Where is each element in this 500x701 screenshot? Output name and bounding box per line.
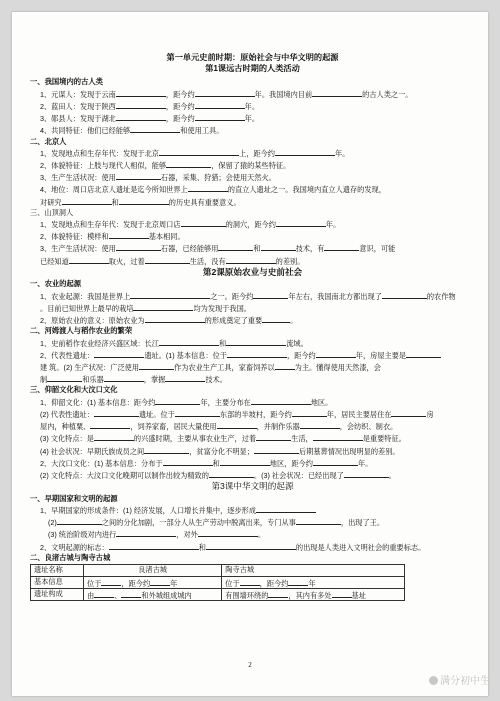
text-line: 4、地位：周口店北京人遗址是迄今所知世界上 的直立人遗址之一。我国境内直立人遗存的发现， [40,185,386,195]
text-line: 已经知道 取火，过着 生活，没有 的差别。 [40,256,305,266]
table-cell: 遗址名称 [31,565,84,577]
text-line: (3) 统治阶级对内进行 ，对外 。 [48,530,266,540]
table-row [31,577,405,589]
lesson3-title: 第3课中华文明的起源 [211,481,294,492]
comparison-table [30,564,405,601]
text-line: 2、体貌特征：上肢与现代人相似，能够 ，保留了猿的某些特征。 [40,161,291,171]
page-number: 2 [248,661,252,669]
text-line: 3、郧县人：发现于湖北 ，距今约 年。 [40,114,260,124]
text-line: (4) 社会状况：早期氏族成员之间 ，贫富分化不明显； 后期墓葬情况出现明显的差别。 [40,446,400,456]
watermark-logo-icon [429,676,438,685]
lesson1-title: 第1课远古时期的人类活动 [205,64,300,74]
unit-title: 第一单元史前时期：原始社会与中华文明的起源 [166,53,339,62]
watermark: 满分初中生 [429,672,490,687]
table-cell: 陶寺古城 [222,565,405,577]
table-cell: 遗址构成 [31,589,84,601]
text-line: 1、史前稻作农业经济兴盛区域：长江 和 流域。 [40,338,308,348]
text-line: 2、代表性遗址： 遗址。(1) 基本信息：位于 ，距今约 年，房屋主要是 [30,350,475,359]
text-line: 对研究 和 的历史具有重要意义。 [40,197,241,207]
text-line: 1、早期国家的形成条件：(1) 经济发展，人口增长并集中，逐步形成 [30,505,475,514]
text-line: 2、蓝田人：发现于陕西 ，距今约 年。 [40,101,260,111]
text-line: 建 筑。(2) 生产状况：广泛使用 作为农业生产工具，家畜饲养以 为主。懂得使用天然漆，会 [40,363,381,373]
text-line: 4、共同特征：他们已经能够 和使用工具。 [40,126,224,136]
table-row [31,589,405,601]
section-title: 三、仰韶文化和大汶口文化 [30,385,118,395]
section-title: 一、我国境内的古人类 [30,77,103,87]
table-cell: 有围墙环绕的 ，其内有多处 基址 [222,589,405,601]
text-line: (2) 代表性遗址： 遗址。位于 东部的半坡村，距今约 年，居民主要居住在 房 [40,409,434,419]
text-line: 。目前已知世界上最早的栽培 均为发现于我国。 [40,303,251,313]
text-line: 三、山顶洞人 [30,207,74,217]
text-line: (2) 文化特点：大汶口文化晚期可以制作出较为精致的 。(3) 社会状况：已经出现了 。 [40,470,396,480]
document-page [12,12,488,696]
table-cell: 良渚古城 [84,565,222,577]
text-line: 2、体貌特征：模样和 基本相同。 [40,232,185,242]
table-cell: 位于 ，距今约 年 [84,577,222,589]
text-line: 2、大汶口文化：(1) 基本信息：分布于 和 地区，距今约 年。 [40,458,373,468]
section-title: 二、河姆渡人与稻作农业的繁荣 [30,326,133,336]
text-line: 2、文明起源的标志： 和 的出现是人类进入文明社会的重要标志。 [40,542,426,552]
lesson2-title: 第2课原始农业与史前社会 [202,266,303,277]
text-line: 1、发现地点和生存年代：发现于北京 上，距今约 年。 [40,148,350,158]
text-line: 3、生产生活状况：使用 石器，已经能够用 和 技术，有 意识，可能 [40,244,396,254]
table-row [31,565,405,577]
table-cell: 位于 ，距今约 年 [222,577,405,589]
section-title: 一、农业的起源 [30,279,82,289]
text-line: 屋内，种植粟、 ，饲养家畜，居民大量使用 ，并制作乐器 ，会纺织、制衣。 [40,422,398,432]
text-line: 2、原始农业的意义：原始农业为 的形成奠定了重要 。 [40,316,298,326]
text-line: 3、生产生活状况：使用 石器，采集、狩猎；会使用天然火。 [40,173,276,183]
text-line: (2) 之间的分化加剧，一部分人从生产劳动中脱离出来，专门从事 ，出现了王。 [48,518,385,528]
table-cell: 基本信息 [31,577,84,589]
table-cell: 由 、 和外城组成城内 [84,589,222,601]
worksheet-content [30,54,475,601]
section-title: 一、早期国家和文明的起源 [30,493,118,503]
text-line: 1、发现地点和生存年代：发现于北京周口店 的洞穴，距今约 年。 [40,220,341,230]
text-line: 1、农业起源：我国是世界上 之一。距今约 年左右，我国南北方都出现了 的农作物 [40,291,456,301]
text-line: 制 和乐器 ，掌握 技术。 [40,375,227,385]
text-line: 1、仰韶文化：(1) 基本信息：距今约 年，主要分布在 地区。 [40,397,333,407]
section-title: 二、良渚古城与陶寺古城 [30,552,111,562]
section-title: 二、北京人 [30,136,67,146]
text-line: (3) 文化特点：是 的兴盛时期，主要从事农业生产，过着 生活， 是重要特征。 [40,434,406,444]
text-line: 1、元谋人：发现于云南 ，距今约 年。我国境内目前 的古人类之一。 [40,89,413,99]
